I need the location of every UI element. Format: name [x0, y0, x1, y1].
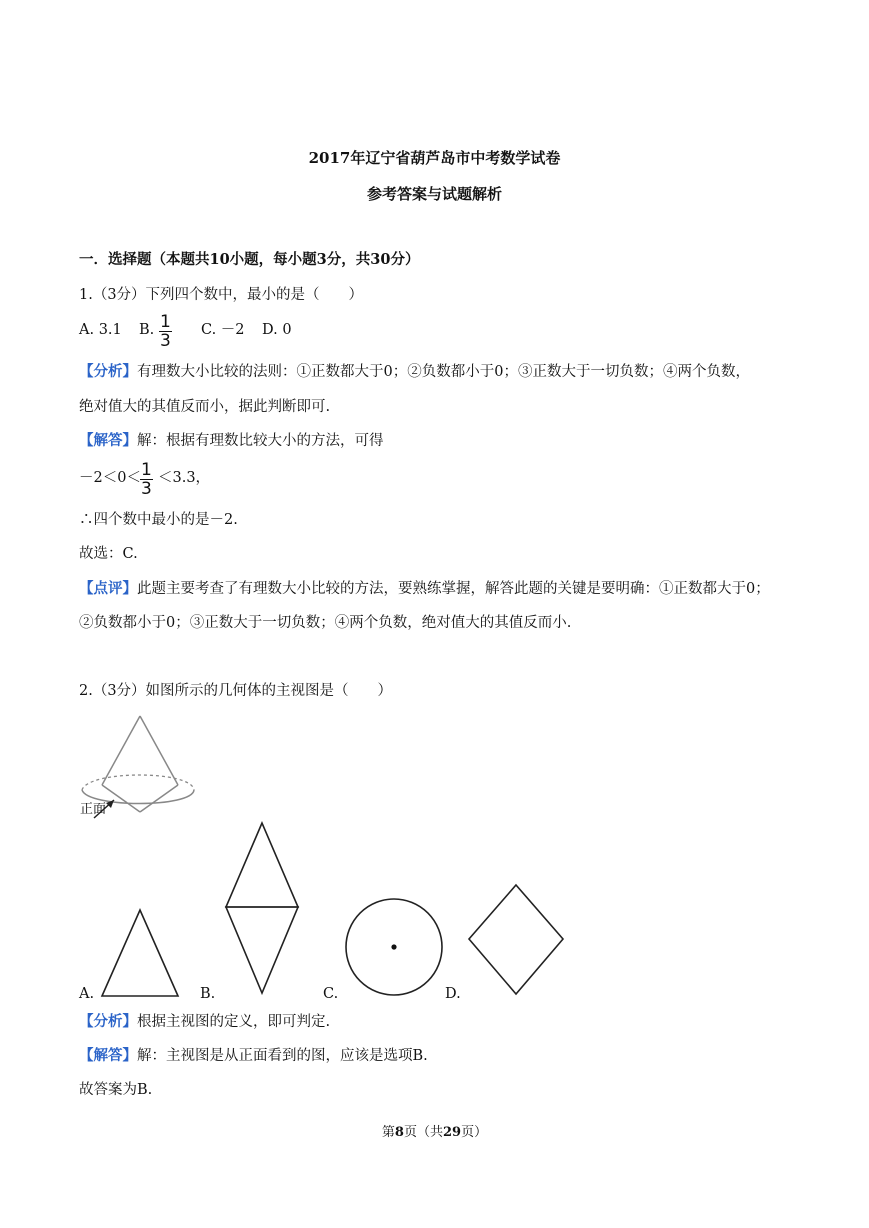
option-d-diamond	[469, 885, 563, 994]
footer-total-pages: 29	[442, 1125, 462, 1140]
cone-edge-lower-left	[102, 785, 140, 812]
footer-suffix: 页）	[461, 1125, 488, 1140]
q1-comment-text: 此题主要考查了有理数大小比较的方法，要熟练掌握，解答此题的关键是要明确：①正数都大于0；	[137, 581, 770, 597]
comment-tag: 【点评】	[79, 580, 137, 597]
q1-inequality-left: －2＜0＜	[79, 470, 141, 486]
q2-option-figures	[0, 815, 869, 1005]
q1-option-b-label: B.	[139, 322, 155, 338]
section-heading: 一．选择题（本题共10小题，每小题3分，共30分）	[79, 251, 420, 268]
q1-option-a: A. 3.1	[79, 322, 122, 338]
q1-option-d: D. 0	[262, 322, 292, 338]
q1-analysis-text: 有理数大小比较的法则：①正数都大于0；②负数都小于0；③正数大于一切负数；④两个负数，	[137, 364, 750, 380]
q2-analysis	[79, 1012, 330, 1032]
q2-solution	[79, 1046, 428, 1066]
q1-comment-line1	[79, 579, 770, 599]
q1-therefore: ∴四个数中最小的是－2.	[79, 512, 238, 528]
q1-inequality-right: ＜3.3，	[158, 470, 211, 486]
option-a-triangle	[102, 910, 178, 996]
q1-analysis-line2: 绝对值大的其值反而小，据此判断即可.	[79, 399, 331, 415]
q2-option-b-label: B.	[200, 986, 216, 1002]
q2-option-a-label: A.	[79, 986, 95, 1002]
document-title: 2017年辽宁省葫芦岛市中考数学试卷	[308, 149, 561, 167]
q1-comment-line2: ②负数都小于0；③正数大于一切负数；④两个负数，绝对值大的其值反而小.	[79, 615, 572, 631]
footer-page-number: 8	[394, 1125, 404, 1140]
cone-edge-lower-right	[140, 785, 178, 812]
q1-solution-line1	[79, 431, 384, 451]
q2-option-d-label: D.	[445, 986, 461, 1002]
footer-prefix: 第	[381, 1125, 395, 1140]
q1-analysis-line1	[79, 362, 750, 382]
q1-inequality-fraction	[137, 461, 156, 498]
option-c-center-dot	[391, 944, 396, 949]
fraction-denominator: 3	[160, 331, 171, 351]
q2-solution-text: 解：主视图是从正面看到的图，应该是选项B.	[137, 1048, 428, 1064]
analysis-tag: 【分析】	[79, 363, 137, 380]
solution-tag: 【解答】	[79, 432, 137, 449]
q1-option-c: C. －2	[201, 322, 245, 338]
q2-stem: 2.（3分）如图所示的几何体的主视图是（ ）	[79, 683, 393, 699]
q2-answer: 故答案为B.	[79, 1082, 153, 1098]
fraction-denominator: 3	[141, 479, 152, 499]
q1-answer: 故选：C.	[79, 546, 138, 562]
q1-solution-text: 解：根据有理数比较大小的方法，可得	[137, 433, 384, 449]
front-label: 正面	[80, 802, 107, 817]
document-subtitle: 参考答案与试题解析	[366, 185, 502, 203]
solution-tag: 【解答】	[79, 1047, 137, 1064]
q1-option-b-fraction	[156, 313, 175, 350]
option-b-lower-triangle	[226, 907, 298, 993]
fraction-numerator: 1	[160, 312, 171, 332]
q2-option-c-label: C.	[323, 986, 339, 1002]
q1-stem: 1.（3分）下列四个数中，最小的是（ ）	[79, 287, 364, 303]
page-footer	[0, 1123, 869, 1143]
analysis-tag: 【分析】	[79, 1013, 137, 1030]
q2-analysis-text: 根据主视图的定义，即可判定.	[137, 1014, 331, 1030]
option-b-upper-triangle	[226, 823, 298, 907]
fraction-numerator: 1	[141, 460, 152, 480]
footer-mid: 页（共	[403, 1125, 443, 1140]
